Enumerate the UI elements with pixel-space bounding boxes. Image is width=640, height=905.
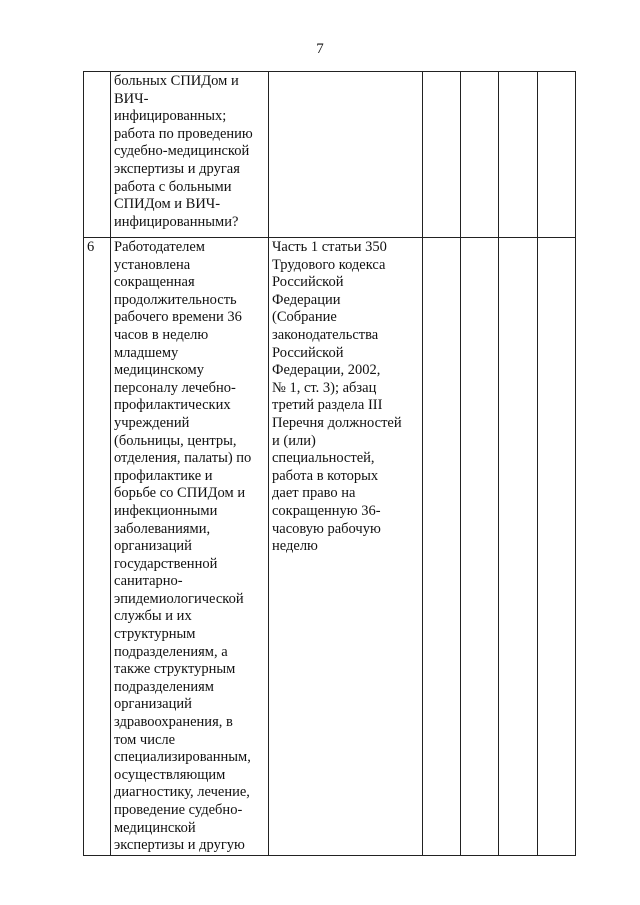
text-line: сокращенную 36-: [272, 502, 381, 519]
text-line: работа в которых: [272, 467, 379, 484]
text-line: Федерации: [272, 291, 341, 308]
text-line: организаций: [114, 696, 192, 713]
text-line: заболеваниями,: [114, 520, 211, 537]
text-line: сокращенная: [114, 274, 195, 291]
notes-cell: [538, 72, 576, 238]
text-line: санитарно-: [114, 573, 183, 590]
text-line: диагностику, лечение,: [114, 784, 250, 801]
text-line: медицинской: [114, 819, 196, 836]
checklist-table: [83, 71, 576, 856]
text-line: инфицированных;: [114, 108, 227, 125]
table-row: [84, 72, 576, 238]
text-line: судебно-медицинской: [114, 143, 250, 160]
text-line: учреждений: [114, 414, 190, 431]
text-line: ВИЧ-: [114, 90, 149, 107]
text-line: часовую рабочую: [272, 520, 381, 537]
text-line: Российской: [272, 274, 344, 291]
text-line: неделю: [272, 538, 318, 555]
text-line: отделения, палаты) по: [114, 450, 252, 467]
text-line: № 1, ст. 3); абзац: [272, 379, 377, 396]
text-line: установлена: [114, 256, 191, 273]
text-line: часов в неделю: [114, 326, 209, 343]
text-line: Трудового кодекса: [272, 256, 386, 273]
description-cell: [111, 238, 269, 856]
text-line: больных СПИДом и: [114, 73, 239, 89]
description-cell: [111, 72, 269, 238]
text-line: профилактических: [114, 397, 231, 414]
text-line: Российской: [272, 344, 344, 361]
answer-not-applicable-cell: [499, 72, 538, 238]
text-line: эпидемиологической: [114, 590, 244, 607]
text-line: работа с больными: [114, 178, 232, 195]
row-number-cell: [84, 72, 111, 238]
text-line: Работодателем: [114, 239, 205, 255]
text-line: подразделениям, а: [114, 643, 228, 660]
text-line: третий раздела III: [272, 397, 383, 414]
text-line: младшему: [114, 344, 179, 361]
legal-basis-cell: [269, 238, 423, 856]
text-line: Федерации, 2002,: [272, 362, 381, 379]
text-line: инфекционными: [114, 502, 218, 519]
text-line: профилактике и: [114, 467, 213, 484]
text-line: проведение судебно-: [114, 802, 243, 818]
answer-yes-cell: [423, 72, 461, 238]
text-line: работа по проведению: [114, 125, 253, 142]
text-line: (больницы, центры,: [114, 432, 237, 449]
text-line: здравоохранения, в: [114, 714, 233, 731]
answer-no-cell: [461, 72, 499, 238]
table-body: [84, 72, 576, 856]
text-line: осуществляющим: [114, 766, 226, 783]
notes-cell: [538, 238, 576, 856]
answer-not-applicable-cell: [499, 238, 538, 856]
text-line: организаций: [114, 538, 192, 555]
text-line: продолжительность: [114, 291, 237, 308]
text-line: медицинскому: [114, 362, 204, 379]
text-line: Часть 1 статьи 350: [272, 239, 387, 255]
page-number: 7: [316, 41, 324, 57]
text-line: инфицированными?: [114, 213, 239, 230]
answer-no-cell: [461, 238, 499, 856]
text-line: также структурным: [114, 661, 236, 678]
row-number-cell: 6: [84, 238, 111, 856]
text-line: персоналу лечебно-: [114, 379, 236, 396]
text-line: государственной: [114, 555, 218, 572]
text-line: борьбе со СПИДом и: [114, 485, 246, 502]
table-row: [84, 238, 576, 856]
text-line: специализированным,: [114, 749, 251, 766]
text-line: и (или): [272, 432, 316, 449]
text-line: Перечня должностей: [272, 414, 402, 431]
text-line: дает право на: [272, 485, 356, 502]
answer-yes-cell: [423, 238, 461, 856]
text-line: (Собрание: [272, 309, 337, 326]
legal-basis-cell: [269, 72, 423, 238]
text-line: СПИДом и ВИЧ-: [114, 196, 221, 213]
text-line: экспертизы и другую: [114, 837, 245, 854]
text-line: подразделениям: [114, 678, 214, 695]
text-line: том числе: [114, 731, 176, 748]
text-line: законодательства: [272, 326, 379, 343]
text-line: службы и их: [114, 608, 192, 625]
text-line: рабочего времени 36: [114, 309, 242, 326]
text-line: экспертизы и другая: [114, 160, 240, 177]
text-line: структурным: [114, 626, 196, 643]
text-line: специальностей,: [272, 450, 375, 467]
